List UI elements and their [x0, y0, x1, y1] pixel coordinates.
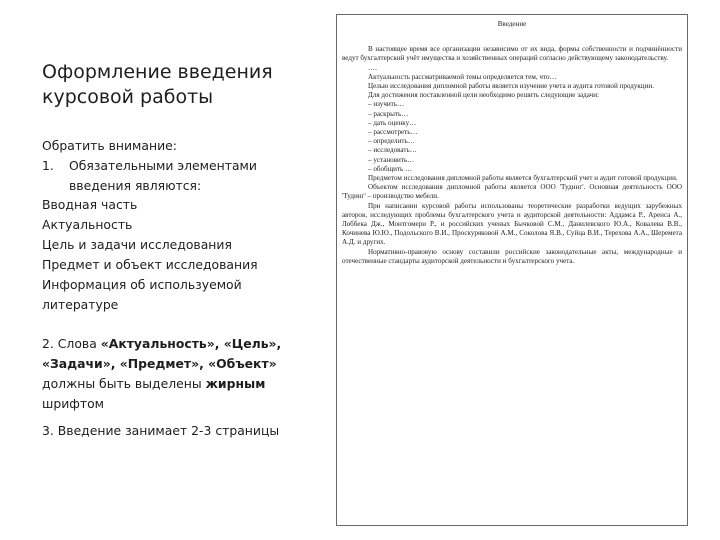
document-paragraph: – установить…: [368, 155, 415, 164]
document-paragraph: Актуальность рассматриваемой темы определяется тем, что…: [368, 72, 557, 81]
document-paragraph: Целью исследования дипломной работы является изучение учета и аудита готовой продукции.: [368, 82, 654, 91]
document-paragraph: Объектом исследования дипломной работы является ООО 'Тудинг'. Основная деятельность ООО 'Тудинг' – производство мебели.: [342, 183, 682, 201]
note-text: шрифтом: [42, 396, 104, 411]
item-text: Обязательными элементами введения являются:: [69, 158, 257, 193]
document-title: Введение: [497, 20, 527, 28]
note-text: 2. Слова: [42, 336, 101, 351]
element-item: Информация об используемой литературе: [42, 277, 242, 312]
document-paragraph: – рассмотреть…: [368, 128, 418, 137]
element-item: Цель и задачи исследования: [42, 237, 232, 252]
slide-title-line2: курсовой работы: [42, 86, 214, 108]
document-paragraph: – дать оценку…: [368, 118, 417, 127]
document-paragraph: – обобщить …: [368, 164, 413, 173]
bold-words-note: [42, 334, 282, 414]
notice-label: Обратить внимание:: [42, 138, 177, 153]
note-text: должны быть выделены: [42, 376, 206, 391]
slide-title: [42, 60, 312, 110]
document-paragraph: В настоящее время все организации независимо от их вида, формы собственности и подчинённости ведут бухгалтерский учёт имущества и хозяйственных операций согласно действующему законодательству.: [342, 45, 682, 63]
document-paragraph: – изучить…: [368, 100, 405, 109]
note-bold-word: жирным: [205, 376, 266, 391]
document-paragraph: – определить…: [368, 137, 415, 146]
slide-title-line1: Оформление введения: [42, 61, 273, 83]
document-paragraph: Предметом исследования дипломной работы является бухгалтерский учет и аудит готовой продукции.: [368, 174, 678, 183]
required-elements-item: [42, 156, 312, 196]
document-paragraph: При написании курсовой работы использованы теоретические разработки ведущих зарубежных авторов, исследующих проблемы бухгалтерского учета и аудиторской деятельности: Аддамса Р., Аренса А., Лоббека Дж., Монтгомери Р., и российских ученых Бычковой С.М., Данилевского Ю.А., Ковалева В.В., Кочинева Ю.Ю., Подольского В.И., Проскуряковой А.М., Соколова Я.В., Суйца В.И., Терехова А.А., Шеремета А.Д. и других.: [342, 201, 682, 247]
item-number: 1.: [42, 158, 54, 173]
note-bold-words: «Актуальность», «Цель», «Задачи», «Предмет», «Объект»: [42, 336, 282, 371]
document-paragraph: Нормативно-правовую основу составили российские законодательные акты, международные и отечественные стандарты аудиторской деятельности и бухгалтерского учета.: [342, 247, 682, 265]
document-paragraph: Для достижения поставленной цели необходимо решить следующие задачи:: [368, 91, 599, 100]
element-item: Предмет и объект исследования: [42, 257, 258, 272]
document-paragraph: ….: [368, 63, 377, 72]
sample-document-text: [342, 18, 682, 266]
element-item: Актуальность: [42, 217, 133, 232]
document-body: [342, 45, 682, 266]
document-paragraph: – исследовать…: [368, 146, 417, 155]
element-item: Вводная часть: [42, 197, 138, 212]
length-note: 3. Введение занимает 2-3 страницы: [42, 423, 280, 438]
document-paragraph: – раскрыть…: [368, 109, 409, 118]
elements-list: [42, 195, 312, 315]
